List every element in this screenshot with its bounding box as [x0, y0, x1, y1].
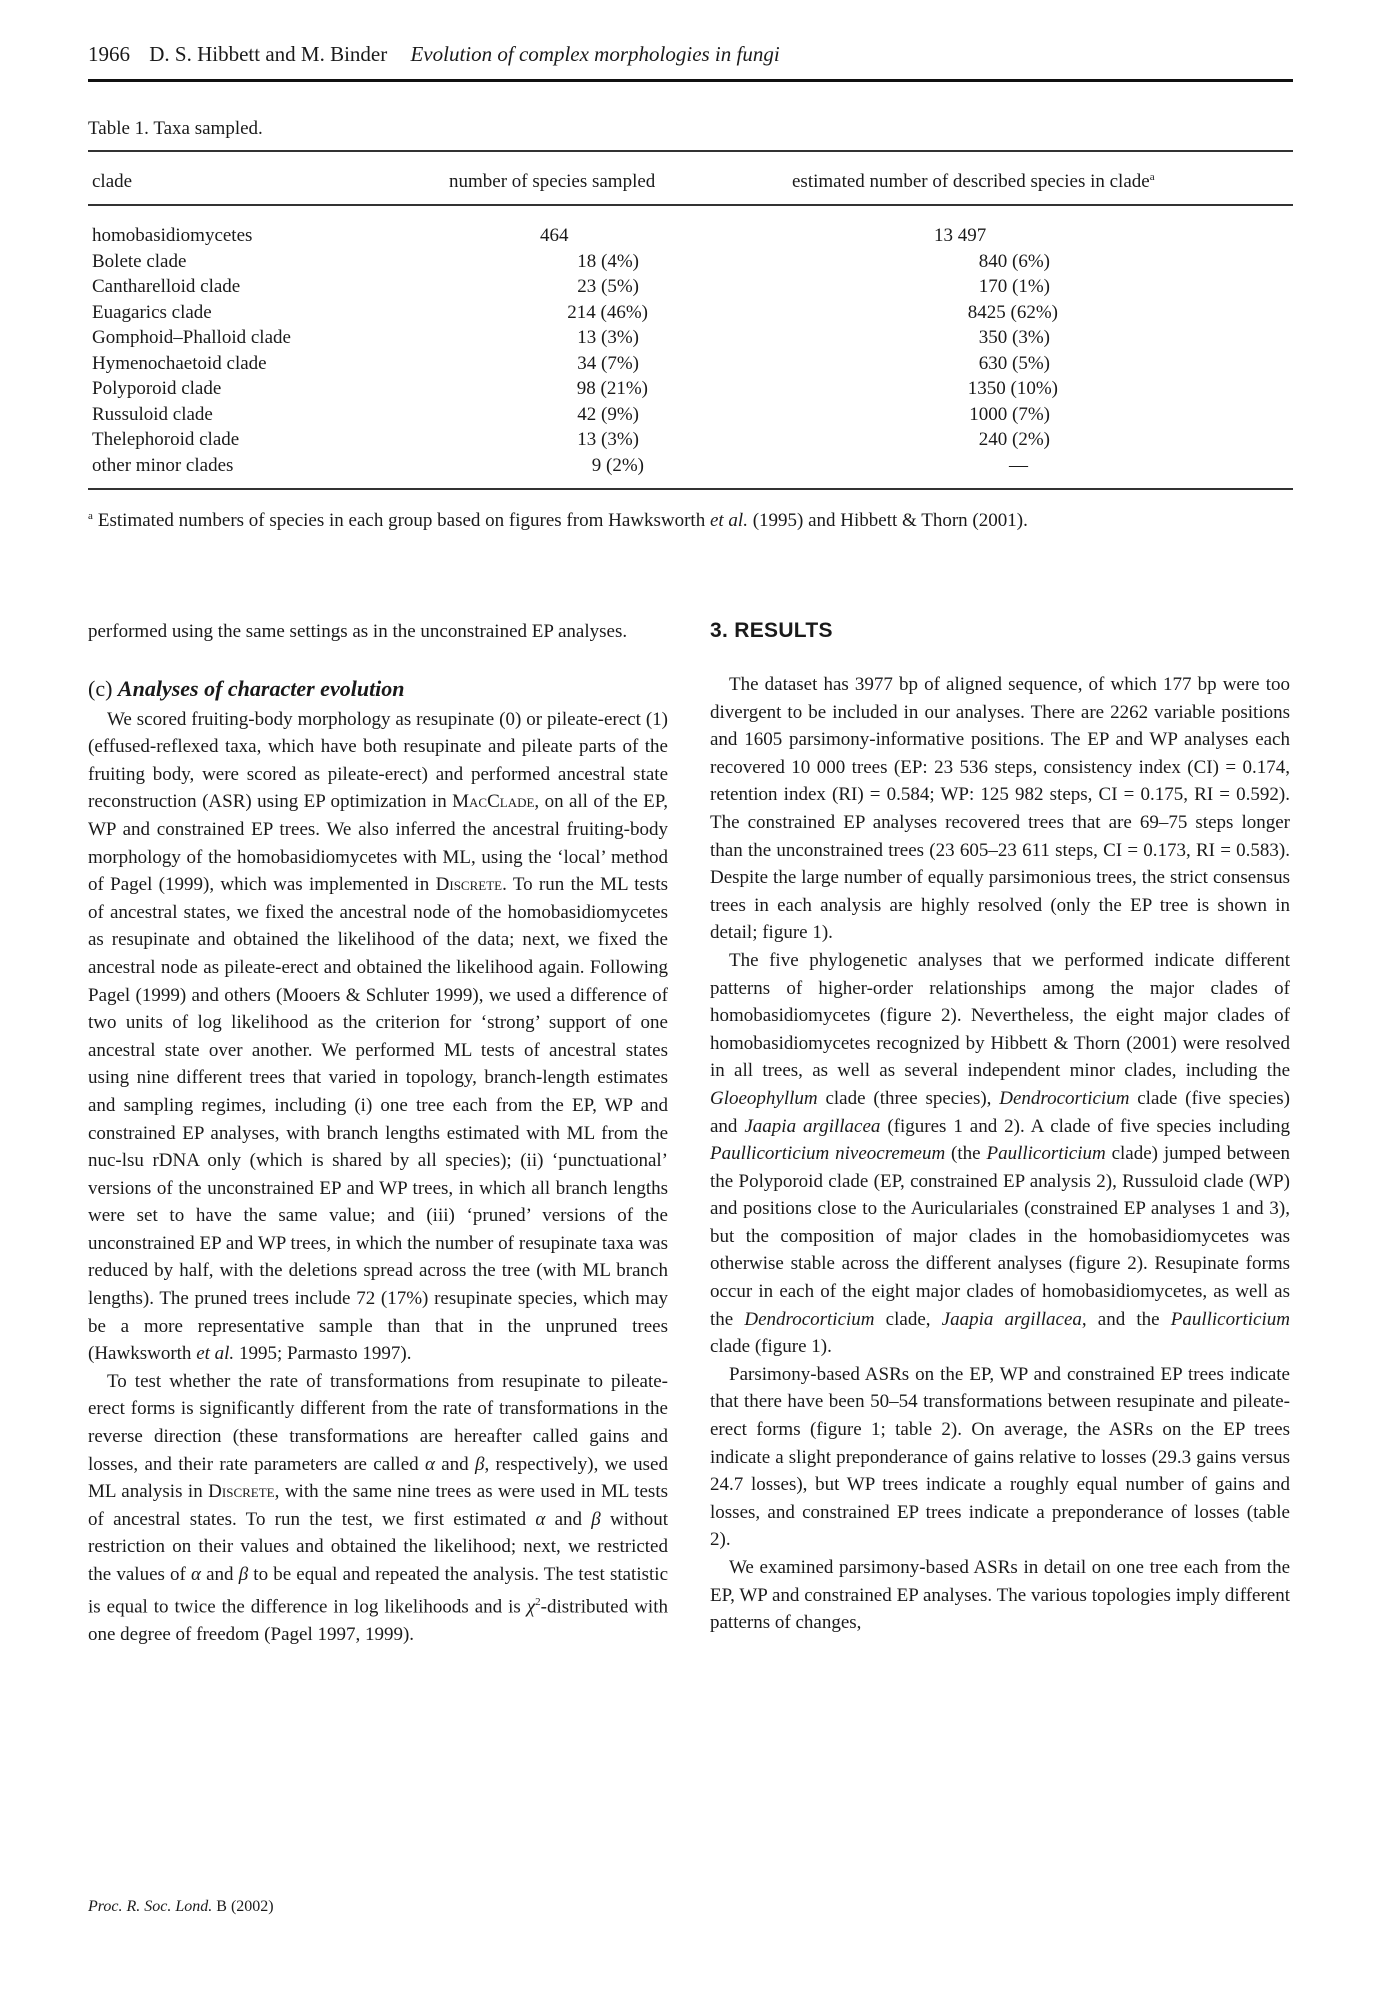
column-header-clade: clade [92, 171, 133, 192]
journal-footer: Proc. R. Soc. Lond. B (2002) [88, 1898, 274, 1915]
right-column [710, 617, 1290, 1637]
table-row: Hymenochaetoid clade 34 (7%) 630 (5%) [92, 352, 1050, 374]
page-number: 1966 [88, 42, 130, 66]
column-header-sampled: number of species sampled [449, 171, 656, 192]
running-head [88, 42, 1293, 67]
continuation-paragraph: performed using the same settings as in the unconstrained EP analyses. [88, 621, 628, 642]
body-paragraph: The five phylogenetic analyses that we performed indicate different patterns of higher-order relationships among the major clades of homobasidiomycetes (figure 2). Nevertheless, the eight major clades of homobasidiomycetes recognized by Hibbett & Thorn (2001) were resolved in all trees, as well as several independent minor clades, including the Gloeophyllum clade (three species), Dendrocorticium clade (five species) and Jaapia argillacea (figures 1 and 2). A clade of five species including Paullicorticium niveocremeum (the Paullicorticium clade) jumped between the Polyporoid clade (EP, constrained EP analysis 2), Russuloid clade (WP) and positions close to the Auriculariales (constrained EP analyses 1 and 3), but the composition of major clades in the homobasidiomycetes was otherwise stable across the different analyses (figure 2). Resupinate forms occur in each of the eight major clades of homobasidiomycetes, as well as the Dendrocorticium clade, Jaapia argillacea, and the Paullicorticium clade (figure 1). [710, 949, 1291, 1358]
body-paragraph: We examined parsimony-based ASRs in detail on one tree each from the EP, WP and constrained EP analyses. The various topologies imply different patterns of changes, [710, 1557, 1290, 1634]
running-head-title: Evolution of complex morphologies in fungi [410, 42, 780, 66]
table-top-rule [88, 150, 1293, 152]
table-row: Russuloid clade 42 (9%) 1000 (7%) [92, 403, 1050, 425]
body-paragraph: We scored fruiting-body morphology as resupinate (0) or pileate-erect (1) (effused-reflexed taxa, which have both resupinate and pileate parts of the fruiting body, were scored as pileate-erect) and performed ancestral state reconstruction (ASR) using EP optimization in MacClade, on all of the EP, WP and constrained EP trees. We also inferred the ancestral fruiting-body morphology of the homobasidiomycetes with ML, using the ‘local’ method of Pagel (1999), which was implemented in Discrete. To run the ML tests of ancestral states, we fixed the ancestral node of the homobasidiomycetes as resupinate and obtained the likelihood of the data; next, we fixed the ancestral node as pileate-erect and obtained the likelihood again. Following Pagel (1999) and others (Mooers & Schluter 1999), we used a difference of two units of log likelihood as the criterion for ‘strong’ support of one ancestral state over another. We performed ML tests of ancestral states using nine different trees that varied in topology, branch-length estimates and sampling regimes, including (i) one tree each from the EP, WP and constrained EP analyses, with branch lengths estimated with ML from the nuc-lsu rDNA only (which is shared by all species); (ii) ‘punctuational’ versions of the unconstrained EP and WP trees, in which all branch lengths were set to have the same value; and (iii) ‘pruned’ versions of the unconstrained EP and WP trees, in which the number of resupinate taxa was reduced by half, with the deletions spread across the tree (with ML branch lengths). The pruned trees include 72 (17%) resupinate species, which may be a more representative sample than that in the unpruned trees (Hawksworth et al. 1995; Parmasto 1997). [88, 708, 668, 1365]
table-row: other minor clades 9 (2%) — [92, 454, 1028, 476]
section-title-results: 3. RESULTS [710, 619, 833, 642]
header-rule [88, 79, 1293, 82]
left-column [88, 618, 668, 1648]
column-header-described: estimated number of described species in clade$^a$ [792, 171, 1155, 192]
table-row: Cantharelloid clade 23 (5%) 170 (1%) [92, 276, 1050, 297]
table-footnote: $^a$ Estimated numbers of species in each group based on figures from Hawksworth et al. (1995) and Hibbett & Thorn (2001). [88, 510, 1028, 531]
table-row: Bolete clade 18 (4%) 840 (6%) [92, 250, 1050, 272]
table-row: Thelephoroid clade 13 (3%) 240 (2%) [92, 429, 1050, 450]
body-paragraph: Parsimony-based ASRs on the EP, WP and constrained EP trees indicate that there have been 50–54 transformations between resupinate and pileate-erect forms (figure 1; table 2). On average, the ASRs on the EP trees indicate a slight preponderance of gains relative to losses (29.3 gains versus 24.7 losses), but WP trees indicate a roughly equal number of gains and losses, and constrained EP trees indicate a preponderance of losses (table 2). [710, 1363, 1290, 1551]
body-paragraph: To test whether the rate of transformations from resupinate to pileate-erect forms is significantly different from the rate of transformations in the reverse direction (these transformations are hereafter called gains and losses, and their rate parameters are called α and β, respectively), we used ML analysis in Discrete, with the same nine trees as were used in ML tests of ancestral states. To run the test, we first estimated α and β without restriction on their values and obtained the likelihood; next, we restricted the values of α and β to be equal and repeated the analysis. The test statistic is equal to twice the difference in log likelihoods and is $\chi^2$-distributed with one degree of freedom (Pagel 1997, 1999). [88, 1370, 668, 1645]
table-row: homobasidiomycetes 464 13 497 [92, 225, 987, 246]
body-paragraph: The dataset has 3977 bp of aligned sequence, of which 177 bp were too divergent to be included in our analyses. There are 2262 variable positions and 1605 parsimony-informative positions. The EP and WP analyses each recovered 10 000 trees (EP: 23 536 steps, consistency index (CI) = 0.174, retention index (RI) = 0.584; WP: 125 982 steps, CI = 0.175, RI = 0.592). The constrained EP analyses recovered trees that are 69–75 steps longer than the unconstrained trees (23 605–23 611 steps, CI = 0.173, RI = 0.583). Despite the large number of equally parsimonious trees, the strict consensus trees in each analysis are highly resolved (only the EP tree is shown in detail; figure 1). [710, 674, 1290, 944]
table-caption: Table 1. Taxa sampled. [88, 118, 263, 139]
table-bottom-rule [88, 488, 1293, 490]
subsection-heading: (c) Analyses of character evolution [88, 675, 405, 701]
table-row: Euagarics clade 214 (46%) 8425 (62%) [92, 301, 1058, 323]
table-header-rule [88, 204, 1293, 206]
running-head-authors: D. S. Hibbett and M. Binder [149, 42, 388, 66]
table-row: Polyporoid clade 98 (21%) 1350 (10%) [92, 378, 1058, 399]
table-row: Gomphoid–Phalloid clade 13 (3%) 350 (3%) [92, 327, 1050, 348]
